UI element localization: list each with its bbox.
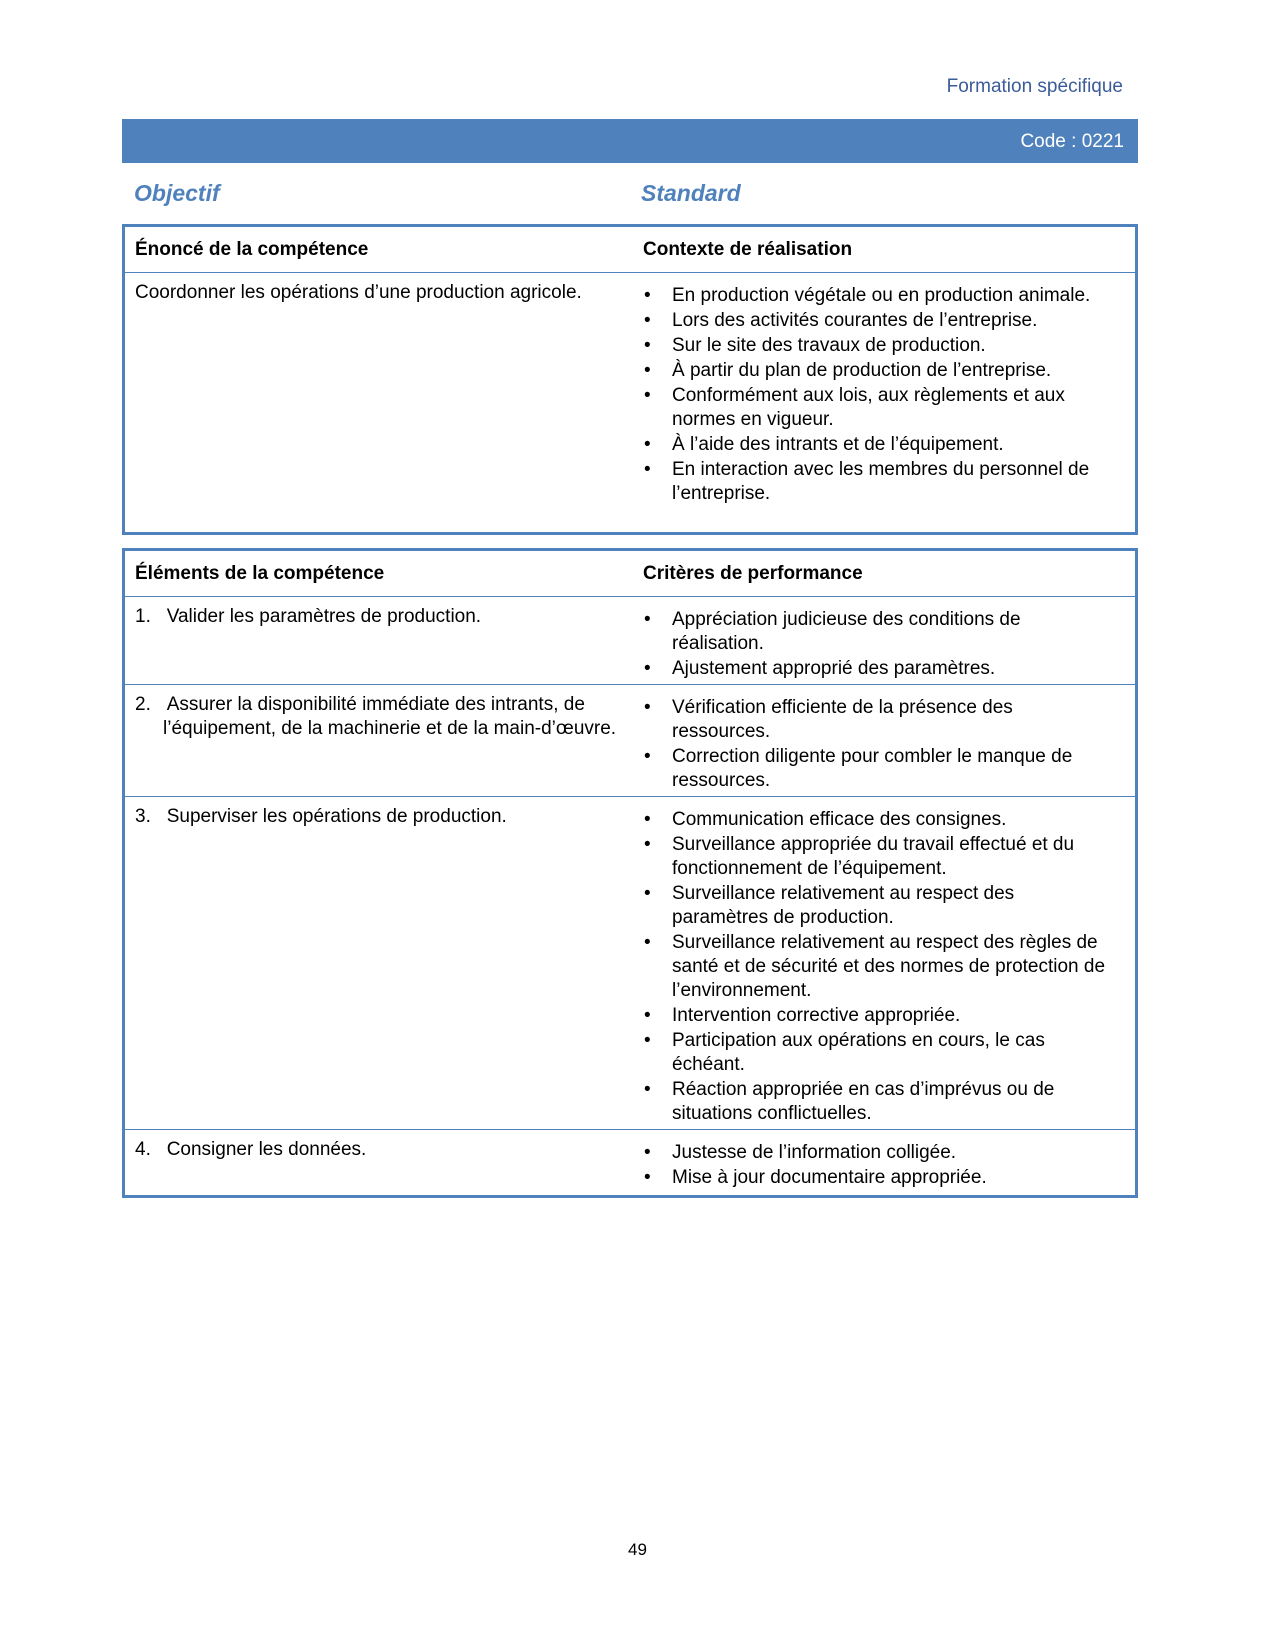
standard-heading: Standard bbox=[641, 180, 741, 206]
objective-heading: Objectif bbox=[134, 180, 220, 206]
element-label: Superviser les opérations de production. bbox=[166, 806, 507, 827]
context-list bbox=[643, 284, 1113, 507]
criteria-header: Critères de performance bbox=[643, 563, 863, 584]
code-label-text: Code : bbox=[1020, 131, 1077, 152]
context-header: Contexte de réalisation bbox=[643, 239, 853, 260]
list-item: • Ajustement approprié des paramètres. bbox=[643, 657, 1113, 681]
list-item: • Vérification efficiente de la présence des ressources. bbox=[643, 696, 1113, 744]
list-item: • En interaction avec les membres du personnel de l’entreprise. bbox=[643, 458, 1113, 506]
list-item: • Sur le site des travaux de production. bbox=[643, 334, 1113, 358]
criteria-list bbox=[643, 1141, 1113, 1191]
elements-table bbox=[122, 548, 1138, 1198]
list-item: • Communication efficace des consignes. bbox=[643, 808, 1113, 832]
list-item: • À l’aide des intrants et de l’équipement. bbox=[643, 433, 1113, 457]
elements-header: Éléments de la compétence bbox=[135, 563, 385, 584]
list-item: • Mise à jour documentaire appropriée. bbox=[643, 1166, 1113, 1190]
list-item: • Surveillance appropriée du travail effectué et du fonctionnement de l’équipement. bbox=[643, 833, 1113, 881]
list-item: • Correction diligente pour combler le manque de ressources. bbox=[643, 745, 1113, 793]
element-number: 3. bbox=[135, 806, 151, 827]
element-text bbox=[135, 1138, 643, 1162]
page-number: 49 bbox=[628, 1540, 647, 1559]
element-text bbox=[135, 693, 643, 741]
table-row bbox=[125, 596, 1135, 684]
table-row bbox=[125, 796, 1135, 1129]
criteria-list bbox=[643, 608, 1113, 682]
element-text bbox=[135, 605, 643, 629]
table-row bbox=[125, 1129, 1135, 1195]
list-item: • Participation aux opérations en cours, le cas échéant. bbox=[643, 1029, 1113, 1077]
list-item: • Justesse de l’information colligée. bbox=[643, 1141, 1113, 1165]
element-label: Consigner les données. bbox=[166, 1139, 367, 1160]
competency-table bbox=[122, 224, 1138, 535]
element-number: 2. bbox=[135, 694, 151, 715]
list-item: • Surveillance relativement au respect des règles de santé et de sécurité et des normes de protection de l’environnement. bbox=[643, 931, 1113, 1003]
table-row bbox=[125, 684, 1135, 796]
list-item: • Lors des activités courantes de l’entreprise. bbox=[643, 309, 1113, 333]
element-text bbox=[135, 805, 643, 829]
competency-statement: Coordonner les opérations d’une production agricole. bbox=[135, 282, 582, 303]
code-label bbox=[1020, 131, 1124, 153]
code-value: 0221 bbox=[1081, 131, 1124, 152]
criteria-list bbox=[643, 696, 1113, 794]
list-item: • À partir du plan de production de l’entreprise. bbox=[643, 359, 1113, 383]
element-label: Assurer la disponibilité immédiate des intrants, de l’équipement, de la machinerie et de la main-d’œuvre. bbox=[163, 694, 617, 739]
list-item: • Surveillance relativement au respect des paramètres de production. bbox=[643, 882, 1113, 930]
list-item: • En production végétale ou en production animale. bbox=[643, 284, 1113, 308]
code-bar bbox=[122, 119, 1138, 163]
list-item: • Appréciation judicieuse des conditions de réalisation. bbox=[643, 608, 1113, 656]
list-item: • Conformément aux lois, aux règlements et aux normes en vigueur. bbox=[643, 384, 1113, 432]
competency-table-body-row bbox=[125, 272, 1135, 532]
list-item: • Intervention corrective appropriée. bbox=[643, 1004, 1113, 1028]
competency-table-header-row bbox=[125, 227, 1135, 272]
competency-statement-header: Énoncé de la compétence bbox=[135, 239, 369, 260]
document-title: Formation spécifique bbox=[946, 76, 1123, 97]
element-number: 4. bbox=[135, 1139, 151, 1160]
element-label: Valider les paramètres de production. bbox=[166, 606, 482, 627]
criteria-list bbox=[643, 808, 1113, 1127]
list-item: • Réaction appropriée en cas d’imprévus ou de situations conflictuelles. bbox=[643, 1078, 1113, 1126]
elements-table-header-row bbox=[125, 551, 1135, 596]
element-number: 1. bbox=[135, 606, 151, 627]
